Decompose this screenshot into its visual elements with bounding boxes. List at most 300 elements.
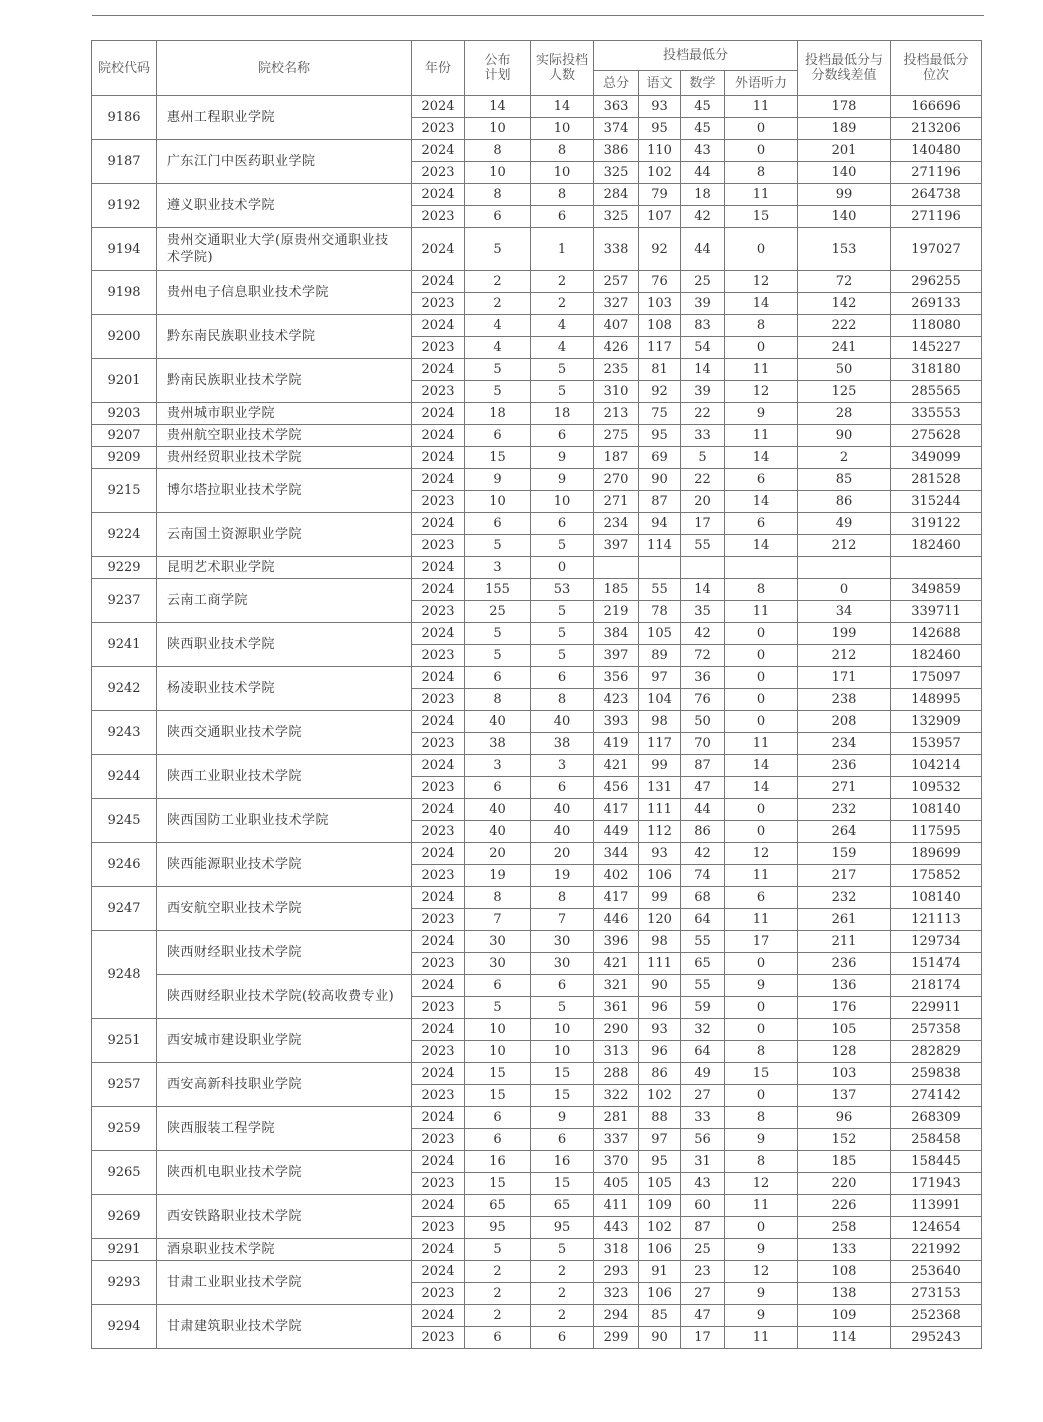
rank-cell: 268309	[891, 1107, 982, 1129]
year-cell: 2024	[412, 1019, 465, 1041]
rank-cell: 253640	[891, 1261, 982, 1283]
diff-cell: 2	[798, 447, 891, 469]
school-name: 惠州工程职业学院	[157, 96, 412, 140]
actual-cell: 2	[531, 1283, 594, 1305]
table-row	[92, 1261, 982, 1283]
actual-cell: 5	[531, 601, 594, 623]
total-cell: 281	[594, 1107, 639, 1129]
listening-cell: 0	[725, 711, 798, 733]
year-cell: 2023	[412, 1173, 465, 1195]
listening-cell: 11	[725, 601, 798, 623]
math-cell	[681, 557, 725, 579]
listening-cell: 11	[725, 1327, 798, 1349]
year-cell: 2024	[412, 271, 465, 293]
total-cell: 393	[594, 711, 639, 733]
total-cell: 363	[594, 96, 639, 118]
diff-cell: 0	[798, 579, 891, 601]
rank-cell: 142688	[891, 623, 982, 645]
listening-cell: 0	[725, 337, 798, 359]
year-cell: 2024	[412, 799, 465, 821]
total-cell: 187	[594, 447, 639, 469]
table-row	[92, 1019, 982, 1041]
total-cell: 443	[594, 1217, 639, 1239]
school-name: 云南国土资源职业学院	[157, 513, 412, 557]
rank-cell: 252368	[891, 1305, 982, 1327]
actual-cell: 40	[531, 799, 594, 821]
listening-cell: 11	[725, 359, 798, 381]
plan-cell: 6	[465, 1129, 531, 1151]
table-row	[92, 1151, 982, 1173]
chinese-cell: 131	[639, 777, 681, 799]
year-cell: 2024	[412, 96, 465, 118]
rank-cell: 145227	[891, 337, 982, 359]
diff-cell: 159	[798, 843, 891, 865]
diff-cell: 103	[798, 1063, 891, 1085]
listening-cell: 8	[725, 315, 798, 337]
school-code: 9247	[92, 887, 157, 931]
school-code: 9257	[92, 1063, 157, 1107]
table-row	[92, 799, 982, 821]
header-min-score-group: 投档最低分	[594, 41, 798, 71]
actual-cell: 30	[531, 953, 594, 975]
year-cell: 2023	[412, 293, 465, 315]
plan-cell: 2	[465, 293, 531, 315]
year-cell: 2024	[412, 557, 465, 579]
listening-cell: 11	[725, 96, 798, 118]
school-name: 遵义职业技术学院	[157, 184, 412, 228]
chinese-cell: 78	[639, 601, 681, 623]
school-code: 9186	[92, 96, 157, 140]
plan-cell: 4	[465, 315, 531, 337]
school-code: 9215	[92, 469, 157, 513]
plan-cell: 6	[465, 425, 531, 447]
year-cell: 2024	[412, 1261, 465, 1283]
listening-cell: 15	[725, 1063, 798, 1085]
math-cell: 17	[681, 1327, 725, 1349]
math-cell: 44	[681, 228, 725, 271]
header-code: 院校代码	[92, 41, 157, 96]
listening-cell: 8	[725, 1107, 798, 1129]
listening-cell: 9	[725, 403, 798, 425]
chinese-cell	[639, 557, 681, 579]
chinese-cell: 94	[639, 513, 681, 535]
table-row	[92, 513, 982, 535]
year-cell: 2024	[412, 469, 465, 491]
total-cell: 426	[594, 337, 639, 359]
plan-cell: 5	[465, 535, 531, 557]
year-cell: 2024	[412, 403, 465, 425]
math-cell: 20	[681, 491, 725, 513]
math-cell: 76	[681, 689, 725, 711]
actual-cell: 15	[531, 1063, 594, 1085]
actual-cell: 10	[531, 118, 594, 140]
year-cell: 2024	[412, 425, 465, 447]
chinese-cell: 105	[639, 623, 681, 645]
actual-cell: 15	[531, 1173, 594, 1195]
school-code: 9207	[92, 425, 157, 447]
year-cell: 2024	[412, 140, 465, 162]
listening-cell: 0	[725, 953, 798, 975]
table-row	[92, 271, 982, 293]
plan-cell: 3	[465, 557, 531, 579]
diff-cell: 212	[798, 535, 891, 557]
plan-cell: 5	[465, 645, 531, 667]
chinese-cell: 92	[639, 381, 681, 403]
total-cell: 325	[594, 206, 639, 228]
table-row	[92, 931, 982, 953]
actual-cell: 3	[531, 755, 594, 777]
plan-cell: 8	[465, 184, 531, 206]
chinese-cell: 112	[639, 821, 681, 843]
actual-cell: 8	[531, 887, 594, 909]
table-row	[92, 140, 982, 162]
school-code: 9229	[92, 557, 157, 579]
year-cell: 2024	[412, 579, 465, 601]
plan-cell: 5	[465, 228, 531, 271]
chinese-cell: 96	[639, 1041, 681, 1063]
math-cell: 39	[681, 381, 725, 403]
chinese-cell: 98	[639, 931, 681, 953]
listening-cell: 0	[725, 118, 798, 140]
total-cell: 322	[594, 1085, 639, 1107]
school-code: 9192	[92, 184, 157, 228]
listening-cell: 12	[725, 1261, 798, 1283]
plan-cell: 8	[465, 140, 531, 162]
listening-cell: 14	[725, 447, 798, 469]
diff-cell: 199	[798, 623, 891, 645]
math-cell: 42	[681, 623, 725, 645]
year-cell: 2024	[412, 513, 465, 535]
year-cell: 2024	[412, 667, 465, 689]
year-cell: 2023	[412, 909, 465, 931]
plan-cell: 18	[465, 403, 531, 425]
year-cell: 2024	[412, 887, 465, 909]
listening-cell: 12	[725, 1173, 798, 1195]
rank-cell: 166696	[891, 96, 982, 118]
diff-cell: 171	[798, 667, 891, 689]
total-cell: 235	[594, 359, 639, 381]
chinese-cell: 69	[639, 447, 681, 469]
diff-cell: 72	[798, 271, 891, 293]
plan-cell: 6	[465, 513, 531, 535]
rank-cell: 171943	[891, 1173, 982, 1195]
diff-cell: 234	[798, 733, 891, 755]
total-cell: 310	[594, 381, 639, 403]
math-cell: 36	[681, 667, 725, 689]
actual-cell: 6	[531, 1327, 594, 1349]
math-cell: 23	[681, 1261, 725, 1283]
plan-cell: 14	[465, 96, 531, 118]
diff-cell: 236	[798, 953, 891, 975]
diff-cell: 109	[798, 1305, 891, 1327]
plan-cell: 8	[465, 887, 531, 909]
total-cell: 456	[594, 777, 639, 799]
year-cell: 2023	[412, 1085, 465, 1107]
actual-cell: 5	[531, 1239, 594, 1261]
rank-cell: 315244	[891, 491, 982, 513]
plan-cell: 10	[465, 1019, 531, 1041]
math-cell: 27	[681, 1283, 725, 1305]
chinese-cell: 85	[639, 1305, 681, 1327]
year-cell: 2023	[412, 865, 465, 887]
rank-cell: 273153	[891, 1283, 982, 1305]
math-cell: 64	[681, 909, 725, 931]
rank-cell: 274142	[891, 1085, 982, 1107]
plan-cell: 95	[465, 1217, 531, 1239]
plan-cell: 6	[465, 1107, 531, 1129]
school-name: 贵州电子信息职业技术学院	[157, 271, 412, 315]
rank-cell: 349099	[891, 447, 982, 469]
total-cell: 370	[594, 1151, 639, 1173]
chinese-cell: 95	[639, 1151, 681, 1173]
listening-cell: 0	[725, 997, 798, 1019]
plan-cell: 9	[465, 469, 531, 491]
rank-cell: 104214	[891, 755, 982, 777]
table-row	[92, 425, 982, 447]
rank-cell: 229911	[891, 997, 982, 1019]
total-cell: 417	[594, 887, 639, 909]
rank-cell: 151474	[891, 953, 982, 975]
total-cell: 327	[594, 293, 639, 315]
listening-cell: 11	[725, 184, 798, 206]
chinese-cell: 95	[639, 425, 681, 447]
header-math: 数学	[681, 71, 725, 96]
table-row	[92, 315, 982, 337]
year-cell: 2024	[412, 1239, 465, 1261]
listening-cell: 8	[725, 1041, 798, 1063]
rank-cell: 182460	[891, 645, 982, 667]
table-row	[92, 667, 982, 689]
actual-cell: 5	[531, 997, 594, 1019]
actual-cell: 5	[531, 645, 594, 667]
rank-cell: 182460	[891, 535, 982, 557]
year-cell: 2023	[412, 1327, 465, 1349]
listening-cell: 12	[725, 271, 798, 293]
rank-cell: 282829	[891, 1041, 982, 1063]
total-cell: 405	[594, 1173, 639, 1195]
total-cell: 446	[594, 909, 639, 931]
total-cell: 397	[594, 535, 639, 557]
school-name: 贵州航空职业技术学院	[157, 425, 412, 447]
total-cell	[594, 557, 639, 579]
year-cell: 2023	[412, 162, 465, 184]
table-row	[92, 403, 982, 425]
chinese-cell: 102	[639, 1217, 681, 1239]
school-name: 甘肃工业职业技术学院	[157, 1261, 412, 1305]
actual-cell: 1	[531, 228, 594, 271]
rank-cell: 335553	[891, 403, 982, 425]
school-code: 9187	[92, 140, 157, 184]
total-cell: 419	[594, 733, 639, 755]
table-row	[92, 623, 982, 645]
diff-cell: 28	[798, 403, 891, 425]
plan-cell: 6	[465, 975, 531, 997]
plan-cell: 5	[465, 359, 531, 381]
table-row	[92, 755, 982, 777]
plan-cell: 8	[465, 689, 531, 711]
plan-cell: 25	[465, 601, 531, 623]
diff-cell: 176	[798, 997, 891, 1019]
school-code: 9224	[92, 513, 157, 557]
plan-cell: 2	[465, 271, 531, 293]
actual-cell: 2	[531, 271, 594, 293]
plan-cell: 40	[465, 711, 531, 733]
chinese-cell: 92	[639, 228, 681, 271]
school-code: 9198	[92, 271, 157, 315]
chinese-cell: 98	[639, 711, 681, 733]
school-name: 陕西工业职业技术学院	[157, 755, 412, 799]
school-name: 贵州经贸职业技术学院	[157, 447, 412, 469]
diff-cell: 220	[798, 1173, 891, 1195]
year-cell: 2024	[412, 1107, 465, 1129]
total-cell: 219	[594, 601, 639, 623]
diff-cell: 189	[798, 118, 891, 140]
table-body	[92, 96, 982, 1349]
plan-cell: 6	[465, 667, 531, 689]
listening-cell: 17	[725, 931, 798, 953]
listening-cell: 12	[725, 381, 798, 403]
year-cell: 2024	[412, 623, 465, 645]
school-name: 黔东南民族职业技术学院	[157, 315, 412, 359]
actual-cell: 9	[531, 447, 594, 469]
school-code: 9265	[92, 1151, 157, 1195]
actual-cell: 6	[531, 975, 594, 997]
math-cell: 33	[681, 425, 725, 447]
total-cell: 417	[594, 799, 639, 821]
rank-cell: 269133	[891, 293, 982, 315]
school-name: 贵州城市职业学院	[157, 403, 412, 425]
table-row	[92, 711, 982, 733]
school-name: 西安城市建设职业学院	[157, 1019, 412, 1063]
listening-cell	[725, 557, 798, 579]
year-cell: 2024	[412, 447, 465, 469]
listening-cell: 14	[725, 755, 798, 777]
chinese-cell: 86	[639, 1063, 681, 1085]
year-cell: 2024	[412, 843, 465, 865]
chinese-cell: 96	[639, 997, 681, 1019]
total-cell: 318	[594, 1239, 639, 1261]
math-cell: 74	[681, 865, 725, 887]
actual-cell: 4	[531, 315, 594, 337]
listening-cell: 0	[725, 1217, 798, 1239]
total-cell: 270	[594, 469, 639, 491]
diff-cell	[798, 557, 891, 579]
plan-cell: 30	[465, 931, 531, 953]
math-cell: 17	[681, 513, 725, 535]
math-cell: 31	[681, 1151, 725, 1173]
rank-cell: 175852	[891, 865, 982, 887]
plan-cell: 16	[465, 1151, 531, 1173]
school-name: 博尔塔拉职业技术学院	[157, 469, 412, 513]
year-cell: 2023	[412, 1041, 465, 1063]
rank-cell: 271196	[891, 206, 982, 228]
rank-cell: 218174	[891, 975, 982, 997]
actual-cell: 0	[531, 557, 594, 579]
plan-cell: 3	[465, 755, 531, 777]
diff-cell: 212	[798, 645, 891, 667]
school-name: 杨凌职业技术学院	[157, 667, 412, 711]
listening-cell: 9	[725, 975, 798, 997]
rank-cell: 129734	[891, 931, 982, 953]
diff-cell: 90	[798, 425, 891, 447]
table-row	[92, 843, 982, 865]
year-cell: 2023	[412, 1129, 465, 1151]
total-cell: 313	[594, 1041, 639, 1063]
chinese-cell: 111	[639, 953, 681, 975]
year-cell: 2023	[412, 381, 465, 403]
actual-cell: 65	[531, 1195, 594, 1217]
chinese-cell: 55	[639, 579, 681, 601]
plan-cell: 10	[465, 118, 531, 140]
year-cell: 2024	[412, 228, 465, 271]
diff-cell: 211	[798, 931, 891, 953]
total-cell: 271	[594, 491, 639, 513]
chinese-cell: 99	[639, 887, 681, 909]
actual-cell: 6	[531, 1129, 594, 1151]
plan-cell: 10	[465, 491, 531, 513]
diff-cell: 258	[798, 1217, 891, 1239]
chinese-cell: 107	[639, 206, 681, 228]
table-row	[92, 96, 982, 118]
math-cell: 65	[681, 953, 725, 975]
actual-cell: 14	[531, 96, 594, 118]
year-cell: 2023	[412, 206, 465, 228]
rank-cell: 319122	[891, 513, 982, 535]
diff-cell: 232	[798, 799, 891, 821]
math-cell: 44	[681, 799, 725, 821]
actual-cell: 5	[531, 535, 594, 557]
plan-cell: 19	[465, 865, 531, 887]
chinese-cell: 87	[639, 491, 681, 513]
math-cell: 32	[681, 1019, 725, 1041]
rank-cell: 153957	[891, 733, 982, 755]
math-cell: 43	[681, 140, 725, 162]
total-cell: 325	[594, 162, 639, 184]
rank-cell: 259838	[891, 1063, 982, 1085]
actual-cell: 6	[531, 425, 594, 447]
school-name: 黔南民族职业技术学院	[157, 359, 412, 403]
math-cell: 42	[681, 843, 725, 865]
actual-cell: 20	[531, 843, 594, 865]
actual-cell: 8	[531, 689, 594, 711]
plan-cell: 30	[465, 953, 531, 975]
plan-cell: 6	[465, 206, 531, 228]
listening-cell: 0	[725, 228, 798, 271]
diff-cell: 264	[798, 821, 891, 843]
math-cell: 33	[681, 1107, 725, 1129]
total-cell: 386	[594, 140, 639, 162]
chinese-cell: 76	[639, 271, 681, 293]
plan-cell: 2	[465, 1283, 531, 1305]
plan-cell: 5	[465, 997, 531, 1019]
chinese-cell: 102	[639, 162, 681, 184]
total-cell: 396	[594, 931, 639, 953]
year-cell: 2024	[412, 975, 465, 997]
school-code: 9248	[92, 931, 157, 1019]
total-cell: 344	[594, 843, 639, 865]
listening-cell: 8	[725, 579, 798, 601]
diff-cell: 50	[798, 359, 891, 381]
plan-cell: 5	[465, 623, 531, 645]
rank-cell: 158445	[891, 1151, 982, 1173]
plan-cell: 6	[465, 1327, 531, 1349]
rank-cell: 109532	[891, 777, 982, 799]
actual-cell: 4	[531, 337, 594, 359]
chinese-cell: 90	[639, 975, 681, 997]
rank-cell: 349859	[891, 579, 982, 601]
listening-cell: 14	[725, 535, 798, 557]
diff-cell: 208	[798, 711, 891, 733]
